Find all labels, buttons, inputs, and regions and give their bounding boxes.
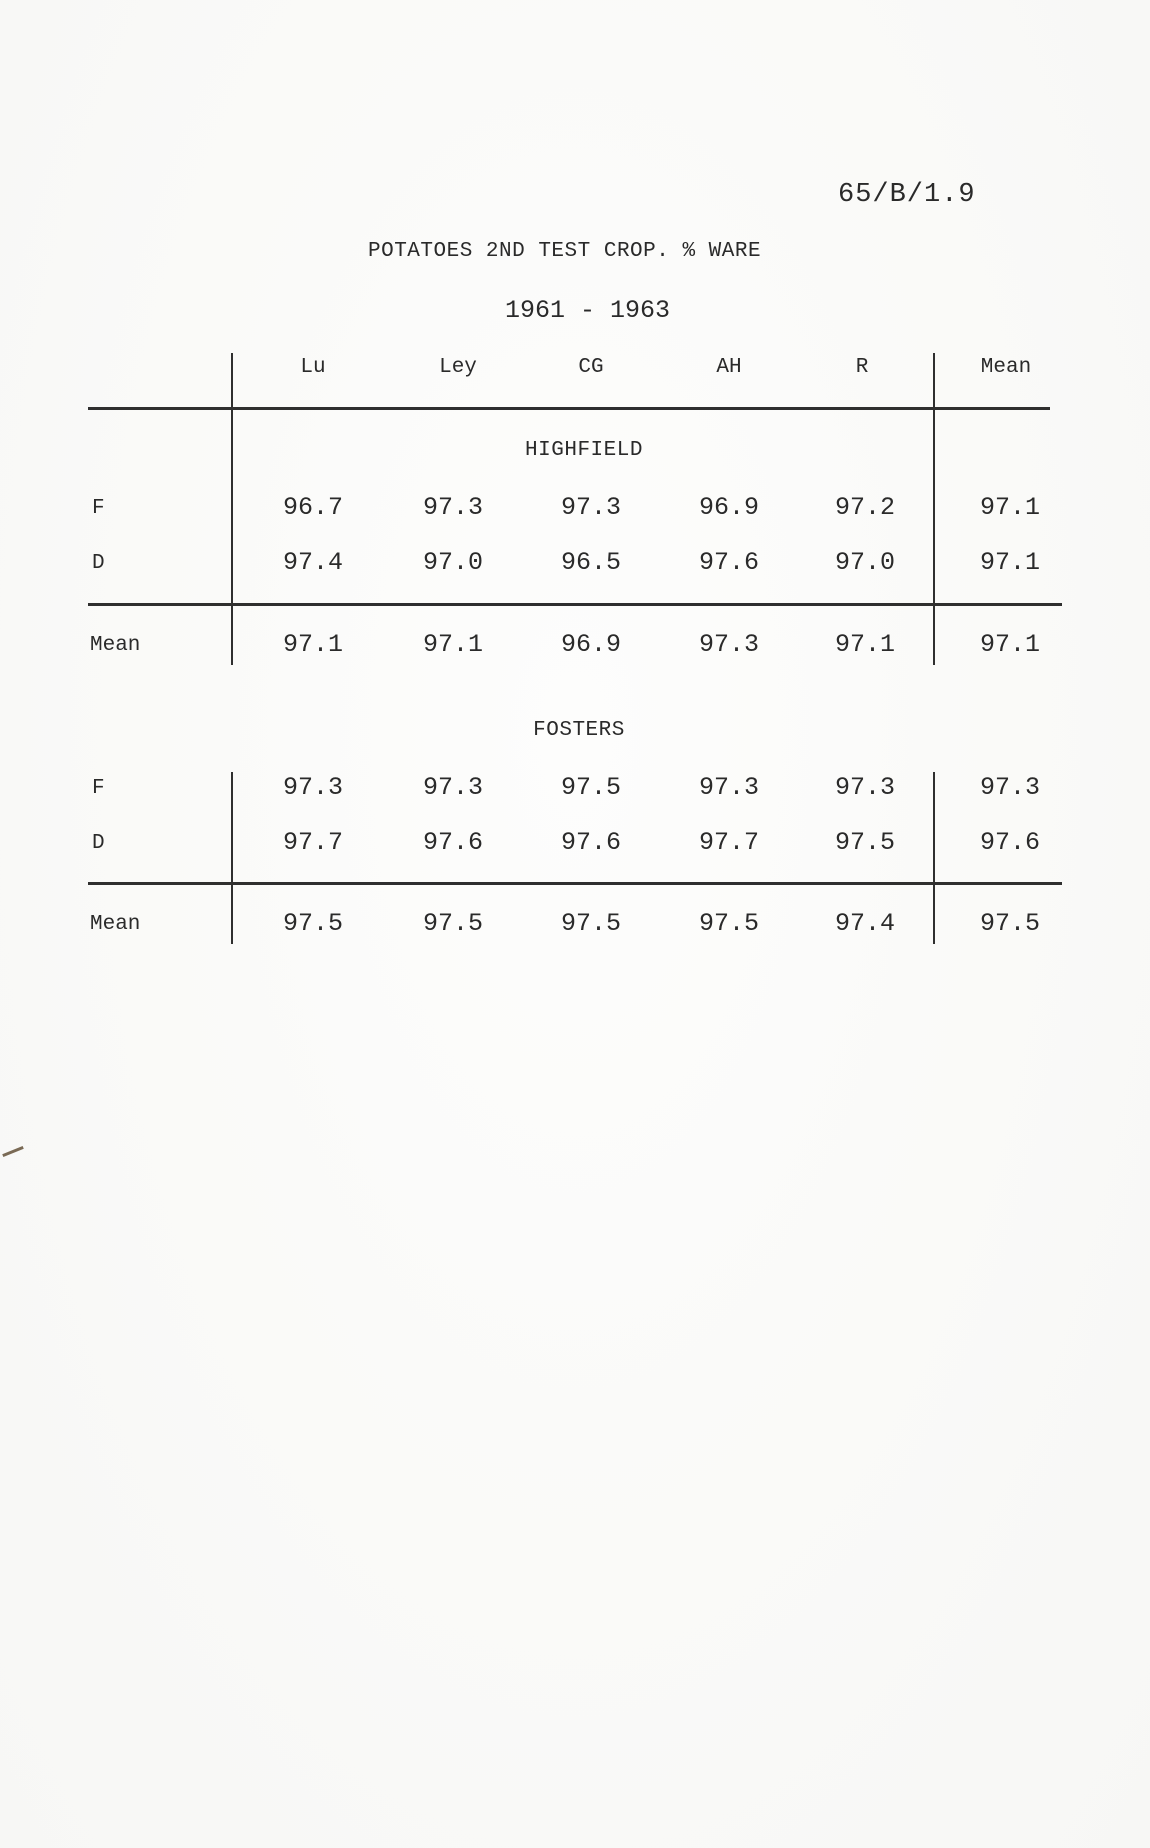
table-cell: 97.3 bbox=[560, 493, 622, 522]
mean-cell: 97.4 bbox=[834, 909, 896, 938]
col-header-lu: Lu bbox=[300, 356, 326, 379]
mean-cell: 96.9 bbox=[560, 630, 622, 659]
table-cell: 97.6 bbox=[422, 828, 484, 857]
table-cell: 97.3 bbox=[422, 493, 484, 522]
table-cell: 97.5 bbox=[834, 828, 896, 857]
mean-row-label: Mean bbox=[90, 913, 141, 936]
table-cell: 97.0 bbox=[834, 548, 896, 577]
table-left-rule bbox=[231, 353, 233, 665]
mean-row-label: Mean bbox=[90, 634, 141, 657]
row-label: F bbox=[92, 497, 105, 520]
table-cell: 97.7 bbox=[698, 828, 760, 857]
table-cell: 97.3 bbox=[422, 773, 484, 802]
highfield-mean-rule bbox=[88, 603, 1062, 606]
table-cell: 96.9 bbox=[698, 493, 760, 522]
table-cell: 97.3 bbox=[282, 773, 344, 802]
fosters-mean-rule bbox=[88, 882, 1062, 885]
col-header-ley: Ley bbox=[439, 356, 477, 379]
table-cell: 97.6 bbox=[698, 548, 760, 577]
mean-cell: 97.5 bbox=[698, 909, 760, 938]
section-title-fosters: FOSTERS bbox=[533, 719, 625, 742]
table-cell: 97.6 bbox=[560, 828, 622, 857]
table-cell: 97.3 bbox=[698, 773, 760, 802]
table-cell: 96.5 bbox=[560, 548, 622, 577]
table-cell: 97.4 bbox=[282, 548, 344, 577]
col-header-r: R bbox=[855, 356, 869, 379]
table-cell: 97.3 bbox=[834, 773, 896, 802]
mean-column-rule bbox=[933, 772, 935, 944]
table-cell: 97.1 bbox=[979, 548, 1041, 577]
mean-cell: 97.5 bbox=[979, 909, 1041, 938]
col-header-cg: CG bbox=[578, 356, 604, 379]
row-label: D bbox=[92, 552, 105, 575]
mean-cell: 97.1 bbox=[422, 630, 484, 659]
table-cell: 97.1 bbox=[979, 493, 1041, 522]
mean-cell: 97.1 bbox=[282, 630, 344, 659]
mean-cell: 97.1 bbox=[979, 630, 1041, 659]
col-header-ah: AH bbox=[716, 356, 742, 379]
year-range: 1961 - 1963 bbox=[505, 296, 671, 325]
mean-cell: 97.3 bbox=[698, 630, 760, 659]
row-label: F bbox=[92, 777, 105, 800]
header-rule bbox=[88, 407, 1050, 410]
mean-cell: 97.5 bbox=[282, 909, 344, 938]
row-label: D bbox=[92, 832, 105, 855]
mean-cell: 97.5 bbox=[422, 909, 484, 938]
section-title-highfield: HIGHFIELD bbox=[525, 439, 643, 462]
table-left-rule bbox=[231, 772, 233, 944]
table-cell: 97.7 bbox=[282, 828, 344, 857]
table-cell: 97.0 bbox=[422, 548, 484, 577]
mean-cell: 97.1 bbox=[834, 630, 896, 659]
table-cell: 96.7 bbox=[282, 493, 344, 522]
col-header-mean: Mean bbox=[980, 356, 1032, 379]
table-cell: 97.5 bbox=[560, 773, 622, 802]
document-reference: 65/B/1.9 bbox=[838, 180, 976, 210]
mean-column-rule bbox=[933, 353, 935, 665]
mean-cell: 97.5 bbox=[560, 909, 622, 938]
table-cell: 97.6 bbox=[979, 828, 1041, 857]
table-title: POTATOES 2ND TEST CROP. % WARE bbox=[368, 240, 762, 263]
table-cell: 97.3 bbox=[979, 773, 1041, 802]
margin-pen-mark bbox=[2, 1146, 24, 1157]
table-cell: 97.2 bbox=[834, 493, 896, 522]
